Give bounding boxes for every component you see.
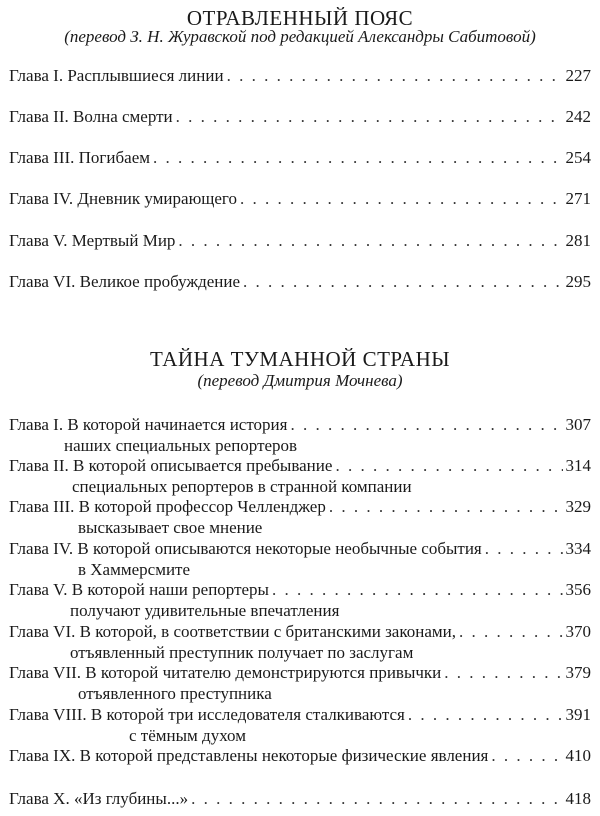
- section-1-subtitle: (перевод З. Н. Журавской под редакцией Александры Сабитовой): [64, 27, 536, 46]
- toc-entry-title: Глава IV. В которой описываются некоторые необычные события: [9, 539, 482, 558]
- toc-entry-page: 329: [565, 497, 591, 516]
- toc-entry[interactable]: [9, 705, 591, 725]
- dot-leader: [485, 539, 563, 559]
- toc-entry[interactable]: [9, 66, 591, 86]
- toc-entry[interactable]: [9, 746, 591, 766]
- dot-leader: [459, 622, 563, 642]
- section-1-title: ОТРАВЛЕННЫЙ ПОЯС: [186, 6, 414, 30]
- dot-leader: [290, 415, 562, 435]
- toc-entry-page: 307: [565, 415, 591, 434]
- toc-entry-title: Глава I. В которой начинается история: [9, 415, 288, 434]
- dot-leader: [335, 456, 562, 476]
- toc-entry-title: Глава VIII. В которой три исследователя сталкиваются: [9, 705, 405, 724]
- dot-leader: [178, 231, 562, 251]
- toc-entry[interactable]: [9, 789, 591, 809]
- toc-entry-continuation: отъявленный преступник получает по заслугам: [70, 643, 414, 662]
- toc-entry-continuation: в Хаммерсмите: [78, 560, 191, 579]
- dot-leader: [191, 789, 562, 809]
- toc-entry-page: 271: [565, 189, 591, 208]
- toc-entry-page: 391: [565, 705, 591, 724]
- dot-leader: [153, 148, 562, 168]
- toc-entry-title: Глава II. В которой описывается пребывание: [9, 456, 333, 475]
- toc-entry-title: Глава III. Погибаем: [9, 148, 151, 167]
- toc-entry-page: 254: [565, 148, 591, 167]
- toc-entry[interactable]: [9, 622, 591, 642]
- section-2-subtitle: (перевод Дмитрия Мочнева): [197, 371, 403, 390]
- toc-entry-title: Глава III. В которой профессор Челленджер: [9, 497, 326, 516]
- toc-entry-title: Глава IX. В которой представлены некоторые физические явления: [9, 746, 489, 765]
- toc-entry[interactable]: [9, 148, 591, 168]
- dot-leader: [329, 497, 563, 517]
- toc-entry-page: 418: [565, 789, 591, 808]
- toc-entry-page: 370: [565, 622, 591, 641]
- toc-entry[interactable]: [9, 580, 591, 600]
- toc-entry-title: Глава VII. В которой читателю демонстрируются привычки: [9, 663, 442, 682]
- toc-entry-continuation: отъявленного преступника: [78, 684, 272, 703]
- toc-entry-title: Глава V. Мертвый Мир: [9, 231, 176, 250]
- toc-entry-page: 379: [565, 663, 591, 682]
- toc-entry-page: 314: [565, 456, 591, 475]
- toc-entry-page: 281: [565, 231, 591, 250]
- toc-entry-page: 410: [565, 746, 591, 765]
- toc-entry-page: 242: [565, 107, 591, 126]
- dot-leader: [227, 66, 563, 86]
- toc-entry[interactable]: [9, 539, 591, 559]
- dot-leader: [176, 107, 563, 127]
- toc-entry[interactable]: [9, 415, 591, 435]
- toc-entry-continuation: высказывает свое мнение: [78, 518, 263, 537]
- toc-entry-title: Глава X. «Из глубины...»: [9, 789, 189, 808]
- toc-entry-page: 334: [565, 539, 591, 558]
- toc-entry[interactable]: [9, 189, 591, 209]
- toc-entry-page: 227: [565, 66, 591, 85]
- dot-leader: [243, 272, 562, 292]
- toc-entry-title: Глава V. В которой наши репортеры: [9, 580, 269, 599]
- dot-leader: [444, 663, 562, 683]
- toc-entry-continuation: специальных репортеров в странной компании: [72, 477, 412, 496]
- toc-entry[interactable]: [9, 231, 591, 251]
- toc-entry-page: 295: [565, 272, 591, 291]
- dot-leader: [491, 746, 562, 766]
- dot-leader: [272, 580, 563, 600]
- toc-entry-title: Глава IV. Дневник умирающего: [9, 189, 237, 208]
- toc-entry-title: Глава VI. В которой, в соответствии с британскими законами,: [9, 622, 456, 641]
- dot-leader: [408, 705, 563, 725]
- toc-entry[interactable]: [9, 663, 591, 683]
- toc-entry[interactable]: [9, 497, 591, 517]
- toc-entry-continuation: получают удивительные впечатления: [70, 601, 340, 620]
- toc-entry-continuation: наших специальных репортеров: [64, 436, 298, 455]
- toc-entry-title: Глава I. Расплывшиеся линии: [9, 66, 224, 85]
- toc-entry-continuation: с тёмным духом: [129, 726, 246, 745]
- toc-entry-title: Глава VI. Великое пробуждение: [9, 272, 241, 291]
- toc-entry[interactable]: [9, 107, 591, 127]
- toc-entry-title: Глава II. Волна смерти: [9, 107, 173, 126]
- toc-entry[interactable]: [9, 456, 591, 476]
- section-2-title: ТАЙНА ТУМАННОЙ СТРАНЫ: [149, 347, 451, 371]
- dot-leader: [240, 189, 563, 209]
- toc-entry-page: 356: [565, 580, 591, 599]
- toc-entry[interactable]: [9, 272, 591, 292]
